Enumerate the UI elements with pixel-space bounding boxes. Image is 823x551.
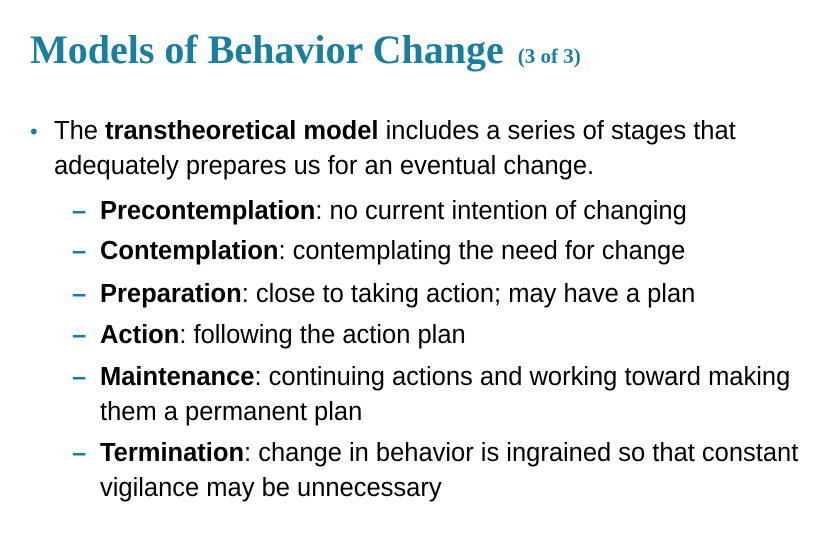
bullet-suffix: includes a series of stages that adequately prepares us for an eventual change. xyxy=(54,117,736,180)
stage-text xyxy=(100,277,812,312)
bullet-term: transtheoretical model xyxy=(105,117,379,145)
stage-description: : close to taking action; may have a plan xyxy=(241,280,696,308)
stage-dash: – xyxy=(72,280,87,308)
bullet-marker: • xyxy=(30,119,38,144)
stage-dash: – xyxy=(72,439,87,467)
stage-dash: – xyxy=(72,197,87,225)
stage-dash: – xyxy=(72,237,87,265)
stage-description: : no current intention of changing xyxy=(315,197,687,225)
stage-text xyxy=(100,234,812,269)
stage-dash: – xyxy=(72,321,87,349)
stage-term: Action xyxy=(100,321,180,349)
stage-term: Contemplation xyxy=(100,237,279,265)
bullet-prefix: The xyxy=(54,117,106,145)
stage-text xyxy=(100,436,812,506)
stage-text xyxy=(100,318,812,353)
stage-term: Precontemplation xyxy=(100,197,316,225)
stage-dash: – xyxy=(72,363,87,391)
slide-title xyxy=(30,24,581,82)
stage-description: : change in behavior is ingrained so that constant vigilance may be unnecessary xyxy=(100,439,799,502)
stage-term: Maintenance xyxy=(100,363,255,391)
stage-term: Preparation xyxy=(100,280,242,308)
slide-title-text: Models of Behavior Change xyxy=(30,27,504,72)
stage-description: : following the action plan xyxy=(179,321,466,349)
stage-term: Termination xyxy=(100,439,245,467)
stage-description: : contemplating the need for change xyxy=(278,237,686,265)
stage-text xyxy=(100,194,812,229)
bullet-text xyxy=(54,114,814,184)
stage-text xyxy=(100,360,812,430)
stage-description: : continuing actions and working toward making them a permanent plan xyxy=(100,363,791,426)
slide-title-suffix: (3 of 3) xyxy=(517,44,581,68)
